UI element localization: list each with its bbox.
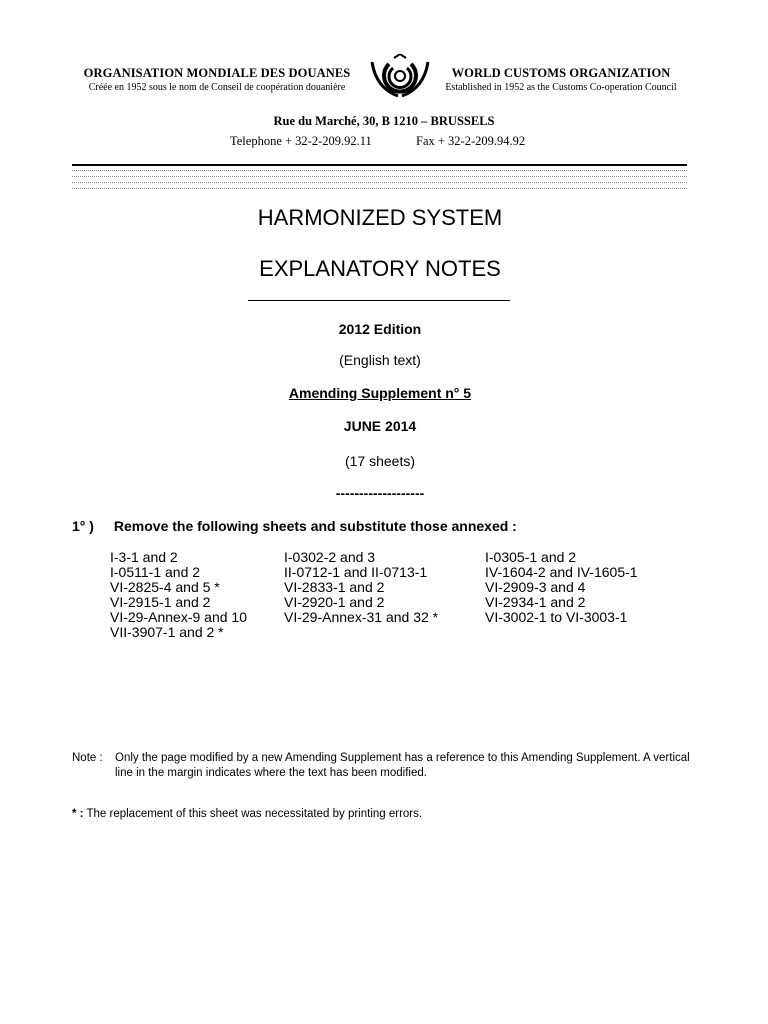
- note: [72, 751, 692, 781]
- sheet-item: VI-2909-3 and 4: [485, 579, 586, 595]
- note-text: Only the page modified by a new Amending Supplement has a reference to this Amending Supplement. A vertical line in the margin indicates where the text has been modified.: [115, 752, 690, 779]
- instruction-heading: [72, 518, 517, 534]
- edition: 2012 Edition: [338, 321, 422, 337]
- sheet-item: VI-2915-1 and 2: [110, 594, 211, 610]
- sheet-item: I-0511-1 and 2: [110, 564, 201, 580]
- address: Rue du Marché, 30, B 1210 – BRUSSELS: [273, 114, 495, 128]
- dotted-rule: [72, 170, 687, 171]
- separator: -------------------: [335, 485, 425, 501]
- telephone: Telephone + 32-2-209.92.11: [230, 134, 372, 148]
- footnote-text: The replacement of this sheet was necessitated by printing errors.: [86, 808, 423, 820]
- fax: Fax + 32-2-209.94.92: [416, 134, 526, 148]
- header-rule: [72, 164, 687, 166]
- dotted-rule: [72, 188, 687, 189]
- footnote: [72, 808, 422, 820]
- document-subtitle: EXPLANATORY NOTES: [259, 256, 501, 281]
- issue-date: JUNE 2014: [343, 418, 417, 434]
- wco-logo-icon: [366, 54, 434, 100]
- sheet-list-column-1: [110, 550, 247, 640]
- sheet-item: VI-2833-1 and 2: [284, 579, 385, 595]
- dotted-rule: [72, 182, 687, 183]
- sheet-item: II-0712-1 and II-0713-1: [284, 564, 428, 580]
- sheet-list-column-2: [284, 550, 438, 625]
- sheet-item: I-0305-1 and 2: [485, 549, 577, 565]
- note-label: Note :: [72, 752, 103, 764]
- sheet-item: I-0302-2 and 3: [284, 549, 376, 565]
- org-header-english: [436, 66, 686, 93]
- sheet-list-column-3: [485, 550, 638, 625]
- sheet-item: IV-1604-2 and IV-1605-1: [485, 564, 638, 580]
- dotted-rule: [72, 176, 687, 177]
- org-header-french: [72, 66, 362, 93]
- org-name-french: ORGANISATION MONDIALE DES DOUANES: [83, 66, 351, 80]
- title-underline: [248, 300, 510, 301]
- sheet-item: VI-3002-1 to VI-3003-1: [485, 609, 628, 625]
- sheet-item: VI-2934-1 and 2: [485, 594, 586, 610]
- supplement-label: Amending Supplement n° 5: [288, 385, 472, 401]
- sheet-item: VI-2825-4 and 5 *: [110, 579, 220, 595]
- org-subtitle-english: Established in 1952 as the Customs Co-operation Council: [445, 82, 677, 93]
- supplement-heading: [0, 385, 760, 401]
- sheet-item: VI-2920-1 and 2: [284, 594, 385, 610]
- sheet-item: I-3-1 and 2: [110, 549, 178, 565]
- footnote-marker: * :: [72, 808, 84, 820]
- sheet-item: VII-3907-1 and 2 *: [110, 624, 224, 640]
- sheet-item: VI-29-Annex-31 and 32 *: [284, 609, 439, 625]
- instruction-text: Remove the following sheets and substitute those annexed :: [113, 518, 517, 534]
- document-title: HARMONIZED SYSTEM: [257, 205, 503, 230]
- sheet-item: VI-29-Annex-9 and 10: [110, 609, 247, 625]
- sheet-count: (17 sheets): [344, 453, 416, 469]
- instruction-number: 1° ): [72, 518, 94, 534]
- org-name-english: WORLD CUSTOMS ORGANIZATION: [451, 66, 671, 80]
- org-subtitle-french: Créée en 1952 sous le nom de Conseil de coopération douanière: [88, 82, 346, 93]
- language-note: (English text): [339, 352, 421, 368]
